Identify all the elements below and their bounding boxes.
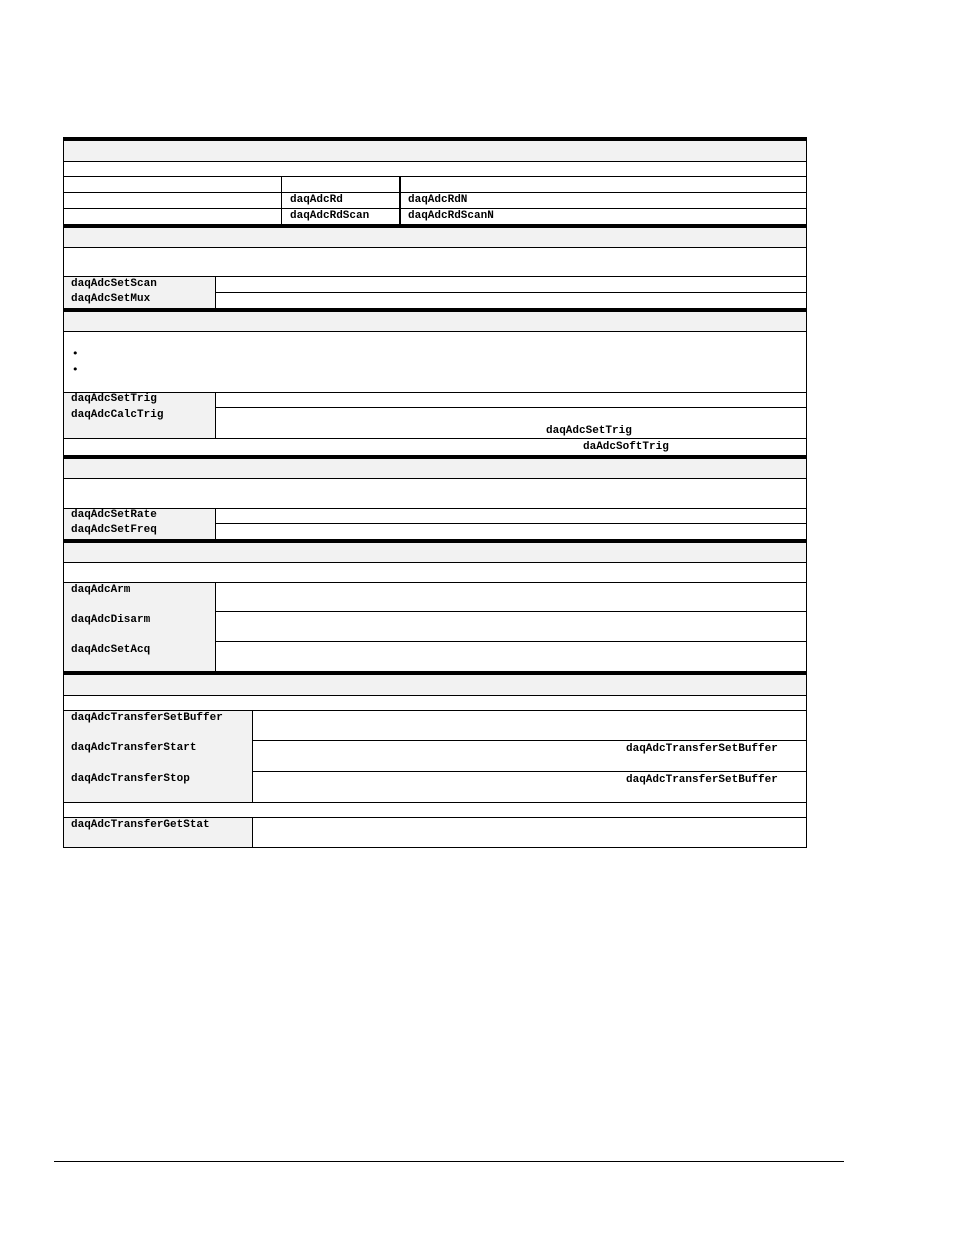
fn-daqadcsetfreq: daqAdcSetFreq bbox=[71, 524, 157, 536]
section-header-acq bbox=[64, 543, 806, 562]
section-header-scan bbox=[64, 228, 806, 247]
ref-daadcsofttrig: daAdcSoftTrig bbox=[583, 441, 669, 453]
fn-daqadcsetacq: daqAdcSetAcq bbox=[71, 644, 151, 656]
fn-daqadcsetrate: daqAdcSetRate bbox=[71, 509, 157, 521]
fn-daqadctransferstart: daqAdcTransferStart bbox=[71, 742, 197, 754]
section-header-trigger bbox=[64, 312, 806, 331]
footer-rule bbox=[54, 1161, 844, 1162]
section-header-read bbox=[64, 141, 806, 161]
fn-daqadcsetscan: daqAdcSetScan bbox=[71, 278, 157, 290]
fn-daqadcrd: daqAdcRd bbox=[290, 194, 343, 206]
fn-daqadcrdn: daqAdcRdN bbox=[408, 194, 468, 206]
fn-daqadccalctrig: daqAdcCalcTrig bbox=[71, 409, 164, 421]
trigger-bullet-1: • bbox=[72, 347, 79, 360]
fn-daqadctransfergetstat: daqAdcTransferGetStat bbox=[71, 819, 210, 831]
fn-daqadcrdscan: daqAdcRdScan bbox=[290, 210, 370, 222]
section-header-transfer bbox=[64, 675, 806, 695]
fn-daqadcrdscann: daqAdcRdScanN bbox=[408, 210, 494, 222]
ref-start-setbuffer: daqAdcTransferSetBuffer bbox=[626, 743, 778, 755]
fn-daqadcsetmux: daqAdcSetMux bbox=[71, 293, 151, 305]
fn-daqadctransferstop: daqAdcTransferStop bbox=[71, 773, 190, 785]
section-header-rate bbox=[64, 459, 806, 478]
ref-stop-setbuffer: daqAdcTransferSetBuffer bbox=[626, 774, 778, 786]
trigger-bullet-2: • bbox=[72, 363, 79, 376]
fn-daqadcdisarm: daqAdcDisarm bbox=[71, 614, 151, 626]
ref-daqadcsettrig: daqAdcSetTrig bbox=[546, 425, 632, 437]
fn-daqadcsettrig: daqAdcSetTrig bbox=[71, 393, 157, 405]
fn-daqadcarm: daqAdcArm bbox=[71, 584, 131, 596]
fn-daqadctransfersetbuffer: daqAdcTransferSetBuffer bbox=[71, 712, 223, 724]
